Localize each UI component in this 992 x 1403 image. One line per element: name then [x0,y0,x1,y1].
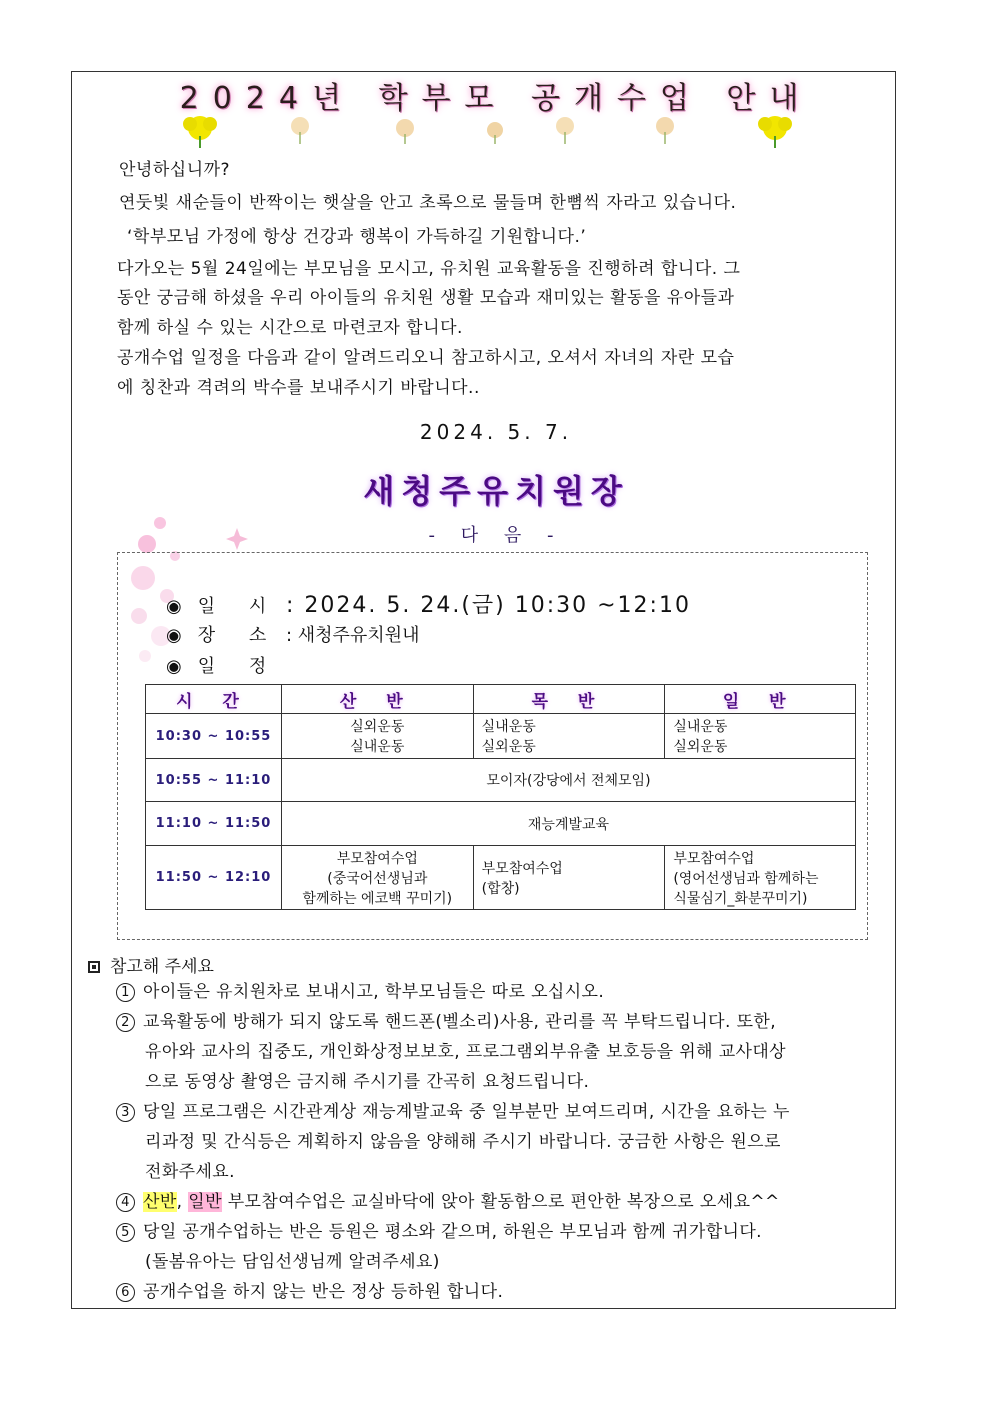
cell-line: 식물심기_화분꾸미기) [673,890,808,907]
cell-line: 실외운동 [673,739,728,755]
header-il: 일 반 [665,685,856,714]
notice-text: 전화주세요. [145,1162,235,1182]
pale-flower-icon [280,110,320,146]
notice-text: 으로 동영상 촬영은 금지해 주시기를 간곡히 요청드립니다. [145,1072,590,1092]
bullet-icon: ◉ [166,656,182,677]
highlight-san: 산반 [143,1192,177,1212]
intro-line: 공개수업 일정을 다음과 같이 알려드리오니 참고하시고, 오셔서 자녀의 자란 모습 [117,348,735,368]
cell-line: 실내운동 [350,739,405,755]
page-title: 2024년 학부모 공개수업 안내 [179,81,813,116]
place-row [166,621,419,647]
notice-item [116,1008,776,1037]
notice-heading [88,952,214,977]
notice-text: 아이들은 유치원차로 보내시고, 학부모님들은 따로 오십시오. [143,982,605,1002]
bullet-icon: ◉ [166,625,182,646]
table-row [146,714,856,759]
cell-line: 함께하는 에코백 꾸미기) [302,890,453,907]
header-time: 시 간 [146,685,282,714]
notice-item [116,1098,790,1127]
number-badge: 5 [116,1223,135,1242]
il-cell [665,846,856,910]
cell-line: (영어선생님과 함께하는 [673,870,819,887]
cell-line: (합창) [481,880,520,897]
intro-line: 동안 궁금해 하셨을 우리 아이들의 유치원 생활 모습과 재미있는 활동을 유아들과 [117,288,735,308]
all-class-cell: 모이자(강당에서 전체모임) [281,759,855,802]
intro-line: 함께 하실 수 있는 시간으로 마련코자 합니다. [117,318,463,338]
notice-text: (돌봄유아는 담임선생님께 알려주세요) [145,1252,440,1272]
number-badge: 3 [116,1103,135,1122]
schedule-label: 일 정 [197,656,281,677]
intro-line: ‘학부모님 가정에 항상 건강과 행복이 가득하길 기원합니다.’ [127,227,587,247]
time-cell: 10:55 ~ 11:10 [146,759,282,802]
notice-item [116,1218,762,1247]
place-label: 장 소 [197,625,281,646]
intro-line: 연둣빛 새순들이 반짝이는 햇살을 안고 초록으로 물들며 한뼘씩 자라고 있습니다. [119,193,737,213]
cell-line: 실내운동 [673,719,728,735]
intro-line: 다가오는 5월 24일에는 부모님을 모시고, 유치원 교육활동을 진행하려 합니다. 그 [117,259,741,279]
table-header-row [146,685,856,714]
mok-cell [473,714,665,759]
cell-line: (중국어선생님과 [327,870,428,887]
notice-text: 교육활동에 방해가 되지 않도록 핸드폰(벨소리)사용, 관리를 꼭 부탁드립니다. 또한, [143,1012,777,1032]
datetime-label: 일 시 [197,596,281,617]
cell-line: 실외운동 [481,739,536,755]
notice-text: 유아와 교사의 집중도, 개인화상정보보호, 프로그램외부유출 보호등을 위해 교사대상 [145,1042,787,1062]
il-cell [665,714,856,759]
san-cell [281,846,473,910]
cell-line: 실내운동 [481,719,536,735]
pale-flower-icon [475,110,515,146]
table-row [146,759,856,802]
mok-cell [473,846,665,910]
section-heading: - 다 음 - [428,525,564,546]
number-badge: 6 [116,1283,135,1302]
notice-text: 리과정 및 간식등은 계획하지 않음을 양해해 주시기 바랍니다. 궁금한 사항은 원으로 [145,1132,781,1152]
number-badge: 2 [116,1013,135,1032]
pale-flower-icon [385,110,425,146]
greeting: 안녕하십니까? [119,160,231,180]
table-row [146,846,856,910]
pale-flower-icon [545,110,585,146]
schedule-row [166,652,280,678]
cell-line: 부모참여수업 [336,850,418,867]
table-row [146,802,856,846]
notice-item [116,1278,503,1307]
notice-text: 당일 공개수업하는 반은 등원은 평소와 같으며, 하원은 부모님과 함께 귀가합니다. [143,1222,762,1242]
datetime-value: : 2024. 5. 24.(금) 10:30 ~12:10 [285,593,691,618]
time-cell: 11:50 ~ 12:10 [146,846,282,910]
cell-line: 부모참여수업 [481,860,563,877]
san-cell [281,714,473,759]
intro-line: 에 칭찬과 격려의 박수를 보내주시기 바랍니다.. [117,378,480,398]
place-value: : 새청주유치원내 [285,625,420,646]
time-cell: 11:10 ~ 11:50 [146,802,282,846]
separator: , [176,1192,189,1212]
bullet-icon: ◉ [166,596,182,617]
notice-item [116,1188,780,1217]
number-badge: 4 [116,1193,135,1212]
pale-flower-icon [645,110,685,146]
notice-text: 부모참여수업은 교실바닥에 앉아 활동함으로 편안한 복장으로 오세요^^ [221,1192,780,1212]
flower-decoration [175,110,815,150]
notice-text: 공개수업을 하지 않는 반은 정상 등하원 합니다. [143,1282,504,1302]
letter-date: 2024. 5. 7. [419,420,573,444]
square-bullet-icon [88,961,100,973]
notice-text: 당일 프로그램은 시간관계상 재능계발교육 중 일부분만 보여드리며, 시간을 요하는 누 [143,1102,790,1122]
highlight-il: 일반 [188,1192,222,1212]
header-san: 산 반 [281,685,473,714]
datetime-row [166,588,691,619]
schedule-table [145,684,856,910]
time-cell: 10:30 ~ 10:55 [146,714,282,759]
notice-heading-text: 참고해 주세요 [110,957,214,977]
number-badge: 1 [116,983,135,1002]
header-mok: 목 반 [473,685,665,714]
cell-line: 실외운동 [350,719,405,735]
yellow-flower-icon [750,110,800,150]
cell-line: 부모참여수업 [673,850,755,867]
sender-name: 새청주유치원장 [363,472,629,510]
all-class-cell: 재능계발교육 [281,802,855,846]
notice-item [116,978,604,1007]
yellow-flower-icon [175,110,225,150]
